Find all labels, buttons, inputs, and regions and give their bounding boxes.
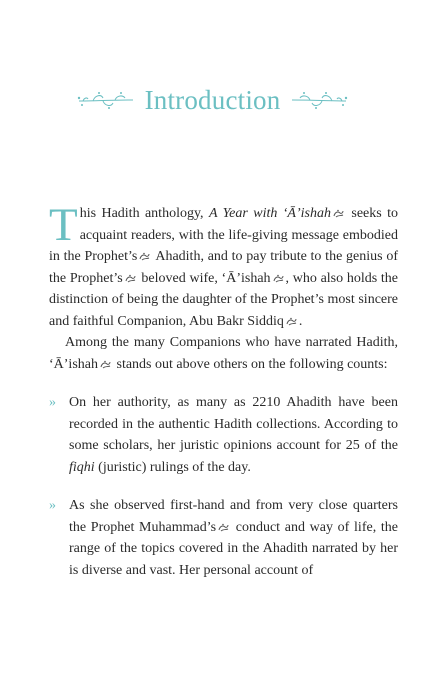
bullet-marker-icon: » (49, 395, 54, 410)
text-run: (juristic) rulings of the day. (94, 459, 251, 475)
intro-paragraph (49, 199, 399, 332)
text-run: his Hadith anthology, (79, 206, 209, 221)
chapter-header (0, 80, 425, 120)
honorific-glyph-icon (333, 209, 344, 218)
honorific-glyph-icon (125, 274, 136, 283)
chapter-body (49, 199, 399, 598)
honorific-glyph-icon (273, 274, 284, 283)
honorific-glyph-icon (100, 360, 111, 369)
honorific-glyph-icon (139, 252, 150, 261)
term-fiqhi: fiqhi (69, 459, 95, 475)
list-item (49, 392, 398, 478)
companions-paragraph (49, 332, 398, 375)
text-run: . (298, 313, 303, 329)
text-run: On her authority, as many as 2210 Ahadith have been recorded in the authentic Hadith collections. According to some scholars, her juristic opinions account for 25 of the (69, 395, 398, 453)
text-run: beloved wife, ‘Ā’ishah (137, 270, 271, 286)
text-run: Ahadith, and to pay tribute to the genius of the Prophet’s (49, 249, 398, 286)
text-run: Among the many Companions who have narrated Hadith, ‘Ā’ishah (49, 335, 398, 372)
bullet-marker-icon: » (49, 498, 54, 513)
text-run: stands out above others on the following counts: (113, 356, 388, 372)
honorific-glyph-icon (286, 317, 297, 326)
text-run: As she observed first-hand and from very close quarters the Prophet Muhammad’s (69, 498, 398, 535)
flourish-right-icon (290, 89, 350, 111)
text-run: , who also holds the distinction of being the daughter of the Prophet’s most sincere and faithful Companion, Abu Bakr Siddiq (49, 270, 399, 329)
list-item (49, 495, 398, 581)
book-title: A Year with ‘Ā’ishah (208, 206, 331, 221)
honorific-glyph-icon (218, 523, 229, 532)
page-title: Introduction (144, 84, 281, 115)
flourish-left-icon (75, 89, 135, 111)
bullet-list (49, 392, 398, 581)
text-run: seeks to acquaint readers, with the life-giving message embodied in the Prophet’s (49, 206, 399, 264)
text-run: conduct and way of life, the range of the topics covered in the Ahadith narrated by her is diverse and vast. Her personal account of (69, 519, 398, 578)
drop-cap: T (49, 199, 78, 251)
